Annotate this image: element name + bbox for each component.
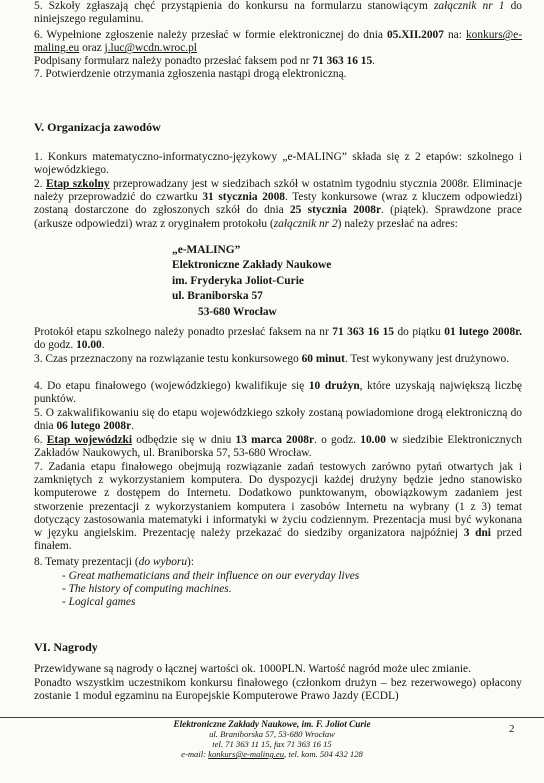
protocol-text-c: do godz. xyxy=(34,339,77,352)
protocol-text-b: do piątku xyxy=(393,326,445,338)
item-6-paragraph xyxy=(34,29,522,55)
fax-end: . xyxy=(372,55,376,67)
footer-email-link[interactable]: konkurs@e-maling.eu xyxy=(208,749,285,759)
item-3-text-c: . Test wykonywany jest drużynowo. xyxy=(344,353,510,365)
attachment-2-ref: załącznik nr 2 xyxy=(273,217,338,230)
protocol-text-d: . xyxy=(101,339,105,352)
section-5-item-6 xyxy=(34,434,522,460)
item-6b-text-b: . o godz. xyxy=(314,434,361,446)
deadline-date: 05.XII.2007 xyxy=(386,29,444,41)
item-4-text-a: 4. Do etapu finałowego (wojewódzkiego) kwalifikuje się xyxy=(34,380,309,392)
school-stage-label: Etap szkolny xyxy=(45,178,110,190)
footer-institution: Elektroniczne Zakłady Naukowe, im. F. Joliot Curie xyxy=(173,719,371,729)
address-line-4: ul. Braniborska 57 xyxy=(172,290,263,303)
item-5-end: do niniejszego regulaminu. xyxy=(34,0,522,26)
address-line-2: Elektroniczne Zakłady Naukowe xyxy=(172,259,332,272)
item-8-text-a: 8. Tematy prezentacji ( xyxy=(34,556,139,568)
address-line-3: im. Fryderyka Joliot-Curie xyxy=(172,274,304,287)
prizes-paragraph: Przewidywane są nagrody o łącznej wartości ok. 1000PLN. Wartość nagród może ulec zmianie. xyxy=(34,663,471,675)
protocol-fax-number: 71 363 16 15 xyxy=(332,326,394,338)
attachment-1-ref: załącznik nr 1 xyxy=(434,0,505,12)
item-5-paragraph xyxy=(34,0,522,26)
fax-text: Podpisany formularz należy ponadto przesłać faksem pod nr xyxy=(34,55,313,67)
page-number: 2 xyxy=(509,723,515,735)
tests-delivery-date: 25 stycznia 2008r xyxy=(289,204,382,217)
item-4-text-c: , które uzyskają największą liczbę punktów. xyxy=(34,380,522,406)
section-5-item-7 xyxy=(34,461,522,553)
item-2-text-c: . (piątek). Sprawdzone prace (arkusze odpowiedzi) wraz z oryginałem protokołu ( xyxy=(34,204,522,230)
footer-phone-fax: tel. 71 363 11 15, fax 71 363 16 15 xyxy=(212,739,332,749)
item-7-paragraph xyxy=(34,68,522,81)
footer-email-label: e-mail: xyxy=(181,749,209,759)
item-5b-text-c: . xyxy=(131,420,134,433)
presentation-topics xyxy=(62,570,359,610)
item-8-text-c: ): xyxy=(187,556,195,568)
item-6-text: 6. Wypełnione zgłoszenie należy przesłać w formie elektronicznej do dnia xyxy=(34,29,387,41)
footer-contact xyxy=(104,749,440,759)
protocol-date: 01 lutego 2008r. xyxy=(444,326,522,338)
footer-mobile: , tel. kom. 504 432 128 xyxy=(284,749,363,759)
fax-number: 71 363 16 15 xyxy=(312,55,373,67)
item-5b-text-a: 5. O zakwalifikowaniu się do etapu wojewódzkiego szkoły zostaną powiadomione drogą elektroniczną do dnia xyxy=(34,407,522,433)
protocol-time: 10.00 xyxy=(76,339,102,352)
section-5-item-2 xyxy=(34,178,522,231)
ecdl-paragraph: Ponadto wszystkim uczestnikom konkursu finałowego (członkom drużyn – bez rezerwowego) opłacony zostanie 1 moduł egzaminu na Europejskie Komputerowe Prawo Jazdy (ECDL) xyxy=(34,677,522,703)
presentation-deadline: 3 dni xyxy=(463,527,491,540)
test-duration: 60 minut xyxy=(301,353,345,365)
item-2-text-b: . Testy konkursowe (wraz z kluczem odpowiedzi) zostaną dostarczone do zgłoszonych szkół do dnia xyxy=(34,191,522,217)
item-5-text: 5. Szkoły zgłaszają chęć przystąpienia do konkursu na formularzu stanowiącym xyxy=(34,0,434,12)
item-7b-text-c: przed finałem. xyxy=(34,527,522,553)
item-8-choice: do wyboru xyxy=(138,556,188,568)
footer-divider xyxy=(0,717,544,718)
item-7b-text-a: 7. Zadania etapu finałowego obejmują rozwiązanie zadań testowych zarówno pytań otwartych jak i zamkniętych z wykorzystaniem komputera. Do dyspozycji każdej drużyny będzie jedno stanowisko komputerowe z dostępem do Internetu. Dodatkowo punktowanym, obowiązkowym zadaniem jest stworzenie prezentacji z wykorzystaniem komputera i zasobów Internetu na wybrany (1 z 3) temat dotyczący zastosowania matematyki i informatyki w życiu codziennym. Prezentacja musi być wykonana w języku angielskim. Prezentację należy przekazać do siedziby organizatora najpóźniej xyxy=(34,461,522,540)
qualifying-teams: 10 drużyn xyxy=(308,380,360,392)
section-5-item-4 xyxy=(34,380,522,406)
item-2-text-a: przeprowadzany jest w siedzibach szkół w ostatnim tygodniu stycznia 2008r. Eliminacje należy przeprowadzić do czwartku xyxy=(34,178,522,204)
address-line-1: „e-MALING” xyxy=(172,244,241,256)
item-6-oraz: oraz xyxy=(79,42,105,55)
email-link-konkurs[interactable]: konkurs@e-maling.eu xyxy=(34,29,522,55)
section-5-item-3 xyxy=(34,353,522,366)
item-3-text-a: 3. Czas przeznaczony na rozwiązanie testu konkursowego xyxy=(34,353,302,365)
item-6b-text-c: w siedzibie Elektronicznych Zakładów Naukowych, ul. Braniborska 57, 53-680 Wrocław. xyxy=(34,434,522,460)
item-2-number: 2. xyxy=(34,178,46,190)
item-7-text: 7. Potwierdzenie otrzymania zgłoszenia nastąpi drogą elektroniczną. xyxy=(34,68,347,80)
item-6b-number: 6. xyxy=(34,434,47,446)
section-6-heading: VI. Nagrody xyxy=(34,640,98,654)
final-date: 13 marca 2008r xyxy=(235,434,315,446)
section-5-heading: V. Organizacja zawodów xyxy=(34,120,161,134)
topic-item: - The history of computing machines. xyxy=(62,583,232,596)
email-link-jluc[interactable]: j.luc@wcdn.wroc.pl xyxy=(104,42,197,55)
elimination-date: 31 stycznia 2008 xyxy=(202,191,285,204)
section-5-item-1: 1. Konkurs matematyczno-informatyczno-językowy „e-MALING” składa się z 2 etapów: szkolnego i wojewódzkiego. xyxy=(34,151,522,177)
item-6b-text-a: odbędzie się w dniu xyxy=(132,434,236,446)
fax-paragraph xyxy=(34,55,522,68)
footer-address: ul. Braniborska 57, 53-680 Wrocław xyxy=(209,729,335,739)
topic-item: - Great mathematicians and their influence on our everyday lives xyxy=(62,570,360,582)
final-time: 10.00 xyxy=(360,434,386,446)
section-5-item-5 xyxy=(34,407,522,433)
postal-address xyxy=(172,243,352,320)
topic-item: - Logical games xyxy=(62,596,136,609)
protocol-text-a: Protokół etapu szkolnego należy ponadto przesłać faksem na nr xyxy=(34,326,333,338)
regional-stage-label: Etap wojewódzki xyxy=(46,434,133,446)
protocol-paragraph xyxy=(34,326,522,352)
page-footer xyxy=(104,719,440,759)
address-line-5: 53-680 Wrocław xyxy=(198,305,277,318)
notification-date: 06 lutego 2008r xyxy=(56,420,132,433)
section-5-item-8 xyxy=(34,556,522,569)
item-6-na: na: xyxy=(443,29,462,41)
item-2-text-d: ) należy przesłać na adres: xyxy=(337,217,458,230)
